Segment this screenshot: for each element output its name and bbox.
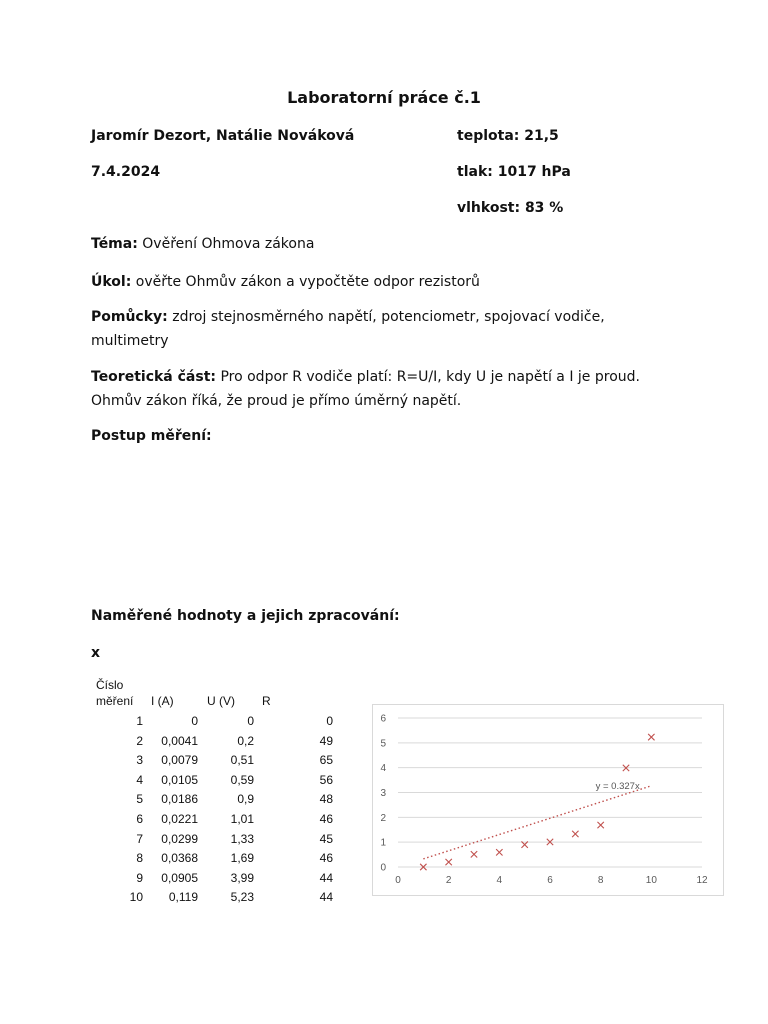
cell-resistance: 45	[319, 831, 333, 846]
y-tick-label: 5	[380, 738, 386, 750]
cell-resistance: 0	[326, 714, 333, 728]
x-label: x	[91, 645, 101, 661]
task-label: Úkol:	[91, 274, 132, 290]
cell-number: 5	[136, 792, 143, 807]
cell-number: 4	[136, 772, 143, 787]
theory-text: Pro odpor R vodiče platí: R=U/I, kdy U je napětí a I je proud. Ohmův zákon říká, že proud je přímo úměrný napětí.	[91, 369, 640, 409]
topic	[91, 232, 651, 256]
cell-voltage: 0	[247, 714, 254, 728]
cell-number: 8	[136, 851, 143, 866]
cell-number: 7	[136, 831, 143, 846]
y-tick-label: 3	[380, 788, 386, 799]
cell-number: 1	[136, 714, 143, 728]
x-tick-label: 8	[597, 875, 604, 886]
date: 7.4.2024	[91, 164, 161, 180]
cell-current: 0,0221	[161, 812, 198, 826]
cell-current: 0,0299	[161, 831, 198, 846]
x-tick-label: 0	[395, 875, 401, 886]
cell-number: 10	[129, 890, 143, 905]
humidity: vlhkost: 83 %	[457, 200, 564, 216]
header-resistance: R	[262, 694, 271, 708]
header-number-line2: měření	[96, 694, 134, 708]
cell-current: 0,119	[168, 890, 198, 905]
cell-voltage: 3,99	[230, 870, 254, 885]
cell-voltage: 1,01	[230, 812, 254, 826]
topic-label: Téma:	[91, 236, 138, 252]
procedure-heading: Postup měření:	[91, 428, 212, 444]
cell-resistance: 56	[319, 772, 333, 787]
y-tick-label: 4	[380, 763, 386, 775]
cell-voltage: 0,59	[230, 772, 254, 787]
header-voltage: U (V)	[207, 694, 235, 708]
y-tick-label: 0	[380, 862, 386, 874]
x-tick-label: 10	[645, 875, 657, 886]
cell-resistance: 46	[319, 851, 333, 866]
page-title: Laboratorní práce č.1	[287, 88, 481, 107]
cell-resistance: 65	[319, 753, 333, 768]
cell-voltage: 0,2	[237, 733, 254, 748]
cell-current: 0,0079	[161, 753, 198, 768]
cell-current: 0,0368	[161, 851, 198, 866]
cell-resistance: 44	[319, 890, 333, 905]
cell-current: 0,0186	[161, 792, 198, 807]
cell-number: 3	[136, 753, 143, 768]
cell-voltage: 5,23	[230, 890, 254, 905]
topic-text: Ověření Ohmova zákona	[142, 236, 315, 252]
x-tick-label: 12	[696, 875, 708, 886]
theory	[91, 365, 651, 413]
cell-voltage: 1,69	[230, 851, 254, 866]
cell-current: 0,0105	[161, 772, 198, 787]
temperature: teplota: 21,5	[457, 128, 559, 144]
trendline-label: y = 0.327x	[595, 780, 640, 792]
results-heading: Naměřené hodnoty a jejich zpracování:	[91, 608, 400, 624]
y-tick-label: 6	[380, 713, 386, 725]
equipment	[91, 305, 636, 353]
authors: Jaromír Dezort, Natálie Nováková	[91, 128, 355, 144]
theory-label: Teoretická část:	[91, 369, 216, 385]
y-tick-label: 2	[380, 812, 386, 824]
cell-current: 0	[191, 714, 198, 728]
task-text: ověřte Ohmův zákon a vypočtěte odpor rezistorů	[135, 274, 480, 290]
cell-number: 2	[136, 733, 143, 748]
cell-resistance: 48	[319, 792, 333, 807]
x-tick-label: 4	[496, 875, 503, 886]
cell-current: 0,0041	[161, 733, 198, 748]
task	[91, 270, 651, 294]
cell-resistance: 46	[319, 812, 333, 826]
scatter-chart	[372, 704, 724, 896]
header-current: I (A)	[151, 694, 174, 708]
cell-number: 9	[136, 870, 143, 885]
x-tick-label: 2	[445, 875, 452, 886]
cell-current: 0,0905	[161, 870, 198, 885]
header-number-line1: Číslo	[96, 678, 124, 692]
cell-number: 6	[136, 812, 143, 826]
equipment-text: zdroj stejnosměrného napětí, potenciometr, spojovací vodiče, multimetry	[91, 309, 605, 349]
x-tick-label: 6	[547, 875, 553, 886]
cell-resistance: 44	[319, 870, 333, 885]
equipment-label: Pomůcky:	[91, 309, 168, 325]
pressure: tlak: 1017 hPa	[457, 164, 571, 180]
y-tick-label: 1	[380, 837, 386, 849]
cell-voltage: 0,9	[237, 792, 254, 807]
cell-voltage: 1,33	[230, 831, 254, 846]
cell-resistance: 49	[319, 733, 333, 748]
cell-voltage: 0,51	[230, 753, 254, 768]
